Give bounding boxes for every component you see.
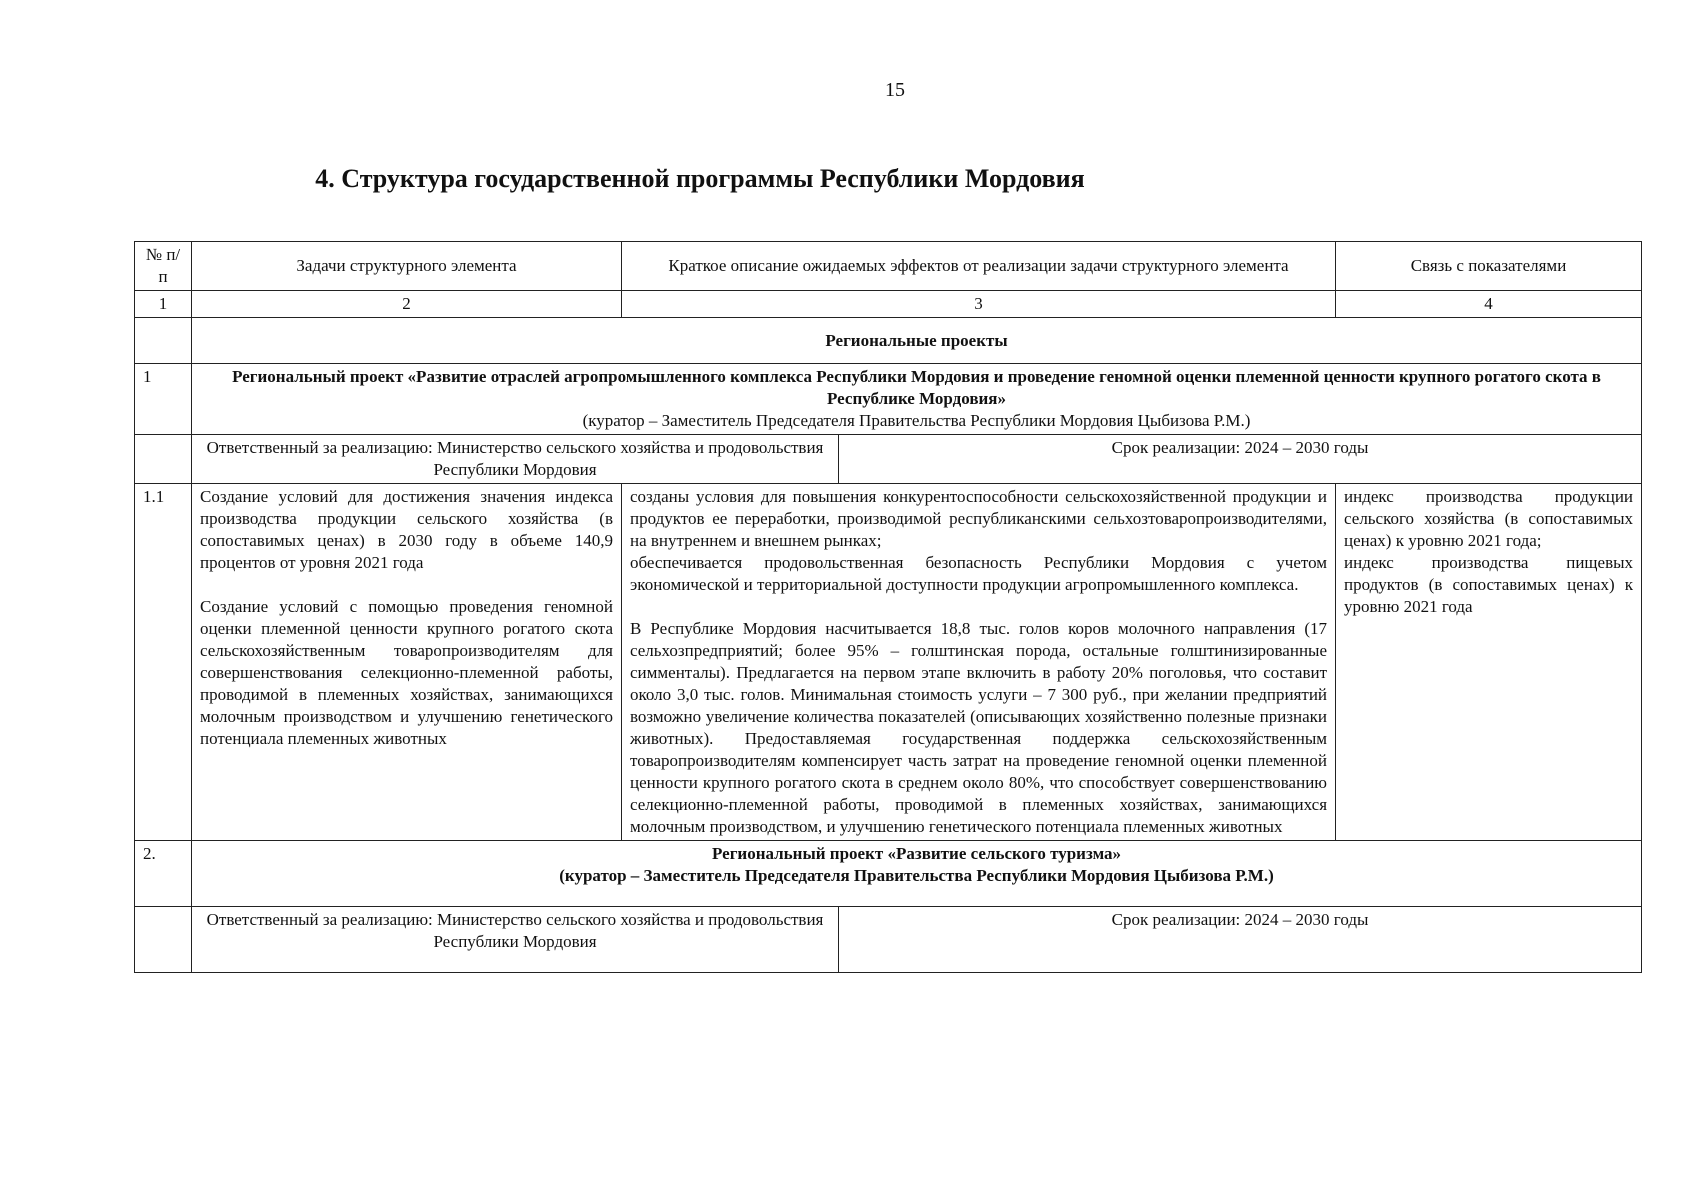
col-number-1: 1 xyxy=(135,291,192,318)
header-row xyxy=(135,242,1642,291)
task-1-1-num: 1.1 xyxy=(135,484,192,841)
task-1-1-indicator-b: индекс производства пищевых продуктов (в сопоставимых ценах) к уровню 2021 года xyxy=(1344,553,1634,616)
project1-num: 1 xyxy=(135,364,192,435)
project2-curator: (куратор – Заместитель Председателя Правительства Республики Мордовия Цыбизова Р.М.) xyxy=(559,866,1274,885)
project1-responsible: Ответственный за реализацию: Министерство сельского хозяйства и продовольствия Республики Мордовия xyxy=(192,435,839,484)
project1-cell xyxy=(192,364,1642,435)
project1-term: Срок реализации: 2024 – 2030 годы xyxy=(839,435,1642,484)
task-1-1-effect-c: В Республике Мордовия насчитывается 18,8 тыс. голов коров молочного направления (17 сельхозпредприятий; более 95% – голштинская порода, остальные голштинизированные симменталы). Предлагается на первом этапе включить в работу 20% поголовья, что составит около 3,0 тыс. голов. Минимальная стоимость услуги – 7 300 руб., при желании предприятий возможно увеличение количества показателей (описывающих хозяйственно полезные признаки животных). Предоставляемая государственная поддержка сельскохозяйственным товаропроизводителям компенсирует часть затрат на проведение геномной оценки племенной ценности крупного рогатого скота в среднем около 80%, что способствует совершенствованию селекционно-племенной работы, проводимой в племенных хозяйствах, занимающихся молочным производством, и улучшению генетического потенциала племенных животных xyxy=(630,619,1328,836)
section-title: Региональные проекты xyxy=(192,318,1642,364)
task-1-1-indicators xyxy=(1336,484,1642,841)
task-1-1-task-a: Создание условий для достижения значения индекса производства продукции сельского хозяйства (в сопоставимых ценах) в 2030 году в объеме 140,9 процентов от уровня 2021 года xyxy=(200,487,613,572)
task-1-1-tasks xyxy=(192,484,622,841)
header-indicators: Связь с показателями xyxy=(1336,242,1642,291)
task-row-1-1 xyxy=(135,484,1642,841)
page-title: 4. Структура государственной программы Республики Мордовия xyxy=(315,164,1085,193)
header-num: № п/п xyxy=(135,242,192,291)
project1-row xyxy=(135,364,1642,435)
header-tasks: Задачи структурного элемента xyxy=(192,242,622,291)
project2-row xyxy=(135,841,1642,907)
task-1-1-effect-spacer xyxy=(630,596,1327,618)
task-1-1-task-b: Создание условий с помощью проведения геномной оценки племенной ценности крупного рогатого скота сельскохозяйственным товаропроизводителям для совершенствования селекционно-племенной работы, проводимой в племенных хозяйствах, занимающихся молочным производством и улучшению генетического потенциала племенных животных xyxy=(200,597,613,748)
col-number-3: 3 xyxy=(622,291,1336,318)
task-1-1-effects xyxy=(622,484,1336,841)
project2-meta-empty xyxy=(135,907,192,973)
task-1-1-indicator-a: индекс производства продукции сельского хозяйства (в сопоставимых ценах) к уровню 2021 года; xyxy=(1344,487,1634,550)
col-number-2: 2 xyxy=(192,291,622,318)
project1-title: Региональный проект «Развитие отраслей агропромышленного комплекса Республики Мордовия и проведение геномной оценки племенной ценности крупного рогатого скота в Республике Мордовия» xyxy=(232,367,1601,408)
project2-title: Региональный проект «Развитие сельского туризма» xyxy=(711,844,1122,863)
task-1-1-effect-b: обеспечивается продовольственная безопасность Республики Мордовия с учетом экономической и территориальной доступности продукции агропромышленного комплекса. xyxy=(630,553,1328,594)
task-1-1-effect-a: созданы условия для повышения конкурентоспособности сельскохозяйственной продукции и продуктов ее переработки, производимой республиканскими сельхозтоваропроизводителями, на внутреннем и внешнем рынках; xyxy=(630,487,1328,550)
structure-table xyxy=(134,241,1642,973)
project2-responsible: Ответственный за реализацию: Министерство сельского хозяйства и продовольствия Республики Мордовия xyxy=(192,907,839,973)
project2-meta-row xyxy=(135,907,1642,973)
col-number-4: 4 xyxy=(1336,291,1642,318)
page-number: 15 xyxy=(885,79,905,101)
project2-term: Срок реализации: 2024 – 2030 годы xyxy=(839,907,1642,973)
section-row xyxy=(135,318,1642,364)
section-empty-cell xyxy=(135,318,192,364)
project1-curator: (куратор – Заместитель Председателя Правительства Республики Мордовия Цыбизова Р.М.) xyxy=(582,411,1251,430)
project2-num: 2. xyxy=(135,841,192,907)
header-effects: Краткое описание ожидаемых эффектов от реализации задачи структурного элемента xyxy=(622,242,1336,291)
project1-meta-row xyxy=(135,435,1642,484)
project1-meta-empty xyxy=(135,435,192,484)
column-numbers-row xyxy=(135,291,1642,318)
task-1-1-spacer xyxy=(200,574,613,596)
project2-cell xyxy=(192,841,1642,907)
